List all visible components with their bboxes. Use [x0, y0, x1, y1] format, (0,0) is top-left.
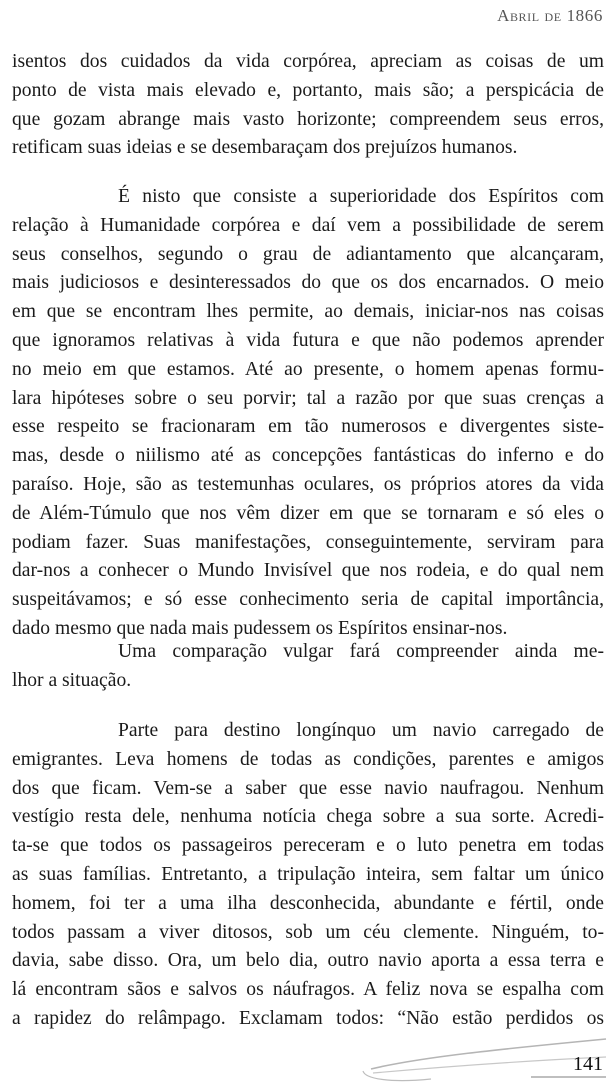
- text-line: lhor a situação.: [12, 669, 132, 691]
- text-line: todos passam a viver ditosos, sob um céu clemente. Ninguém, to-: [12, 921, 604, 943]
- text-line: paraíso. Hoje, são as testemunhas oculares, os próprios atores da vida: [12, 473, 604, 495]
- text-line: as suas famílias. Entretanto, a tripulação inteira, sem faltar um único: [12, 863, 604, 885]
- paragraph-4: [12, 717, 604, 1034]
- running-header: [497, 6, 603, 26]
- text-line: emigrantes. Leva homens de todas as condições, parentes e amigos: [12, 748, 604, 770]
- text-line: retificam suas ideias e se desembaraçam dos prejuízos humanos.: [12, 137, 518, 159]
- text-line: mas, desde o niilismo até as concepções fantásticas do inferno e do: [12, 445, 604, 467]
- text-line: Uma comparação vulgar fará compreender ainda me-: [118, 641, 604, 662]
- text-line: em que se encontram lhes permite, ao demais, iniciar-nos nas coisas: [12, 301, 604, 323]
- running-title: Abril de 1866: [497, 6, 603, 25]
- page-number: 141: [573, 1053, 603, 1075]
- text-line: lara hipóteses sobre o seu porvir; tal a razão por que suas crenças a: [12, 387, 604, 409]
- text-line: esse respeito se fracionaram em tão numerosos e divergentes siste-: [12, 416, 604, 438]
- text-line: podiam fazer. Suas manifestações, conseguintemente, serviram para: [12, 531, 604, 553]
- text-line: vestígio resta dele, nenhuma notícia chega sobre a sua sorte. Acredi-: [12, 806, 604, 828]
- text-line: mais judiciosos e desinteressados do que os dos encarnados. O meio: [12, 272, 604, 294]
- text-line: suspeitávamos; e só esse conhecimento seria de capital importância,: [12, 589, 604, 611]
- paragraph-3: [12, 638, 604, 696]
- text-line: isentos dos cuidados da vida corpórea, apreciam as coisas de um: [12, 51, 604, 72]
- text-line: dar-nos a conhecer o Mundo Invisível que nos rodeia, e do qual nem: [12, 560, 604, 582]
- decorative-swoosh-icon: [351, 1027, 611, 1091]
- text-line: dado mesmo que nada mais pudessem os Espíritos ensinar-nos.: [12, 617, 508, 639]
- text-line: homem, foi ter a uma ilha desconhecida, abundante e fértil, onde: [12, 892, 604, 914]
- text-line: que gozam abrange mais vasto horizonte; compreendem seus erros,: [12, 108, 604, 130]
- text-line: seus conselhos, segundo o grau de adiantamento que alcançaram,: [12, 243, 604, 265]
- page-footer: [351, 1027, 611, 1091]
- text-line: a rapidez do relâmpago. Exclamam todos: “Não estão perdidos os: [12, 1007, 604, 1029]
- text-line: lá encontram sãos e salvos os náufragos. A feliz nova se espalha com: [12, 979, 604, 1001]
- text-line: dos que ficam. Vem-se a saber que esse navio naufragou. Nenhum: [12, 777, 604, 799]
- paragraph-2: [12, 183, 604, 644]
- text-line: de Além-Túmulo que nos vêm dizer em que se tornaram e só eles o: [12, 502, 604, 524]
- text-line: que ignoramos relativas à vida futura e que não podemos aprender: [12, 329, 604, 351]
- text-line: ponto de vista mais elevado e, portanto, mais são; a perspicácia de: [12, 79, 604, 101]
- text-line: no meio em que estamos. Até ao presente, o homem apenas formu-: [12, 358, 604, 380]
- text-line: davia, sabe disso. Ora, um belo dia, outro navio aporta a essa terra e: [12, 950, 604, 972]
- text-line: Parte para destino longínquo um navio carregado de: [118, 720, 604, 741]
- text-line: relação à Humanidade corpórea e daí vem a possibilidade de serem: [12, 214, 604, 236]
- paragraph-1: [12, 48, 604, 163]
- text-line: É nisto que consiste a superioridade dos Espíritos com: [118, 186, 604, 207]
- text-line: ta-se que todos os passageiros pereceram e o luto penetra em todas: [12, 835, 604, 857]
